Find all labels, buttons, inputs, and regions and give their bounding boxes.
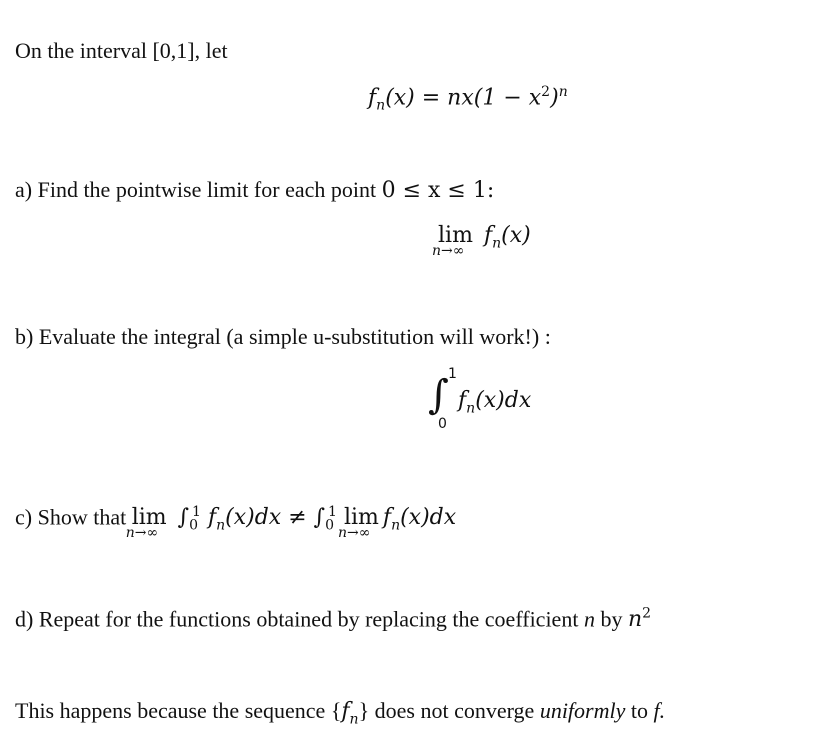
intro-text: On the interval [0,1], let [15,38,228,63]
integral-sign: ∫ [428,372,449,418]
closing-text-1: This happens because the sequence { [15,698,342,723]
integral-sign-2: ∫ [313,505,326,531]
coefficient-n: n [583,606,595,632]
part-a-limit-expression [432,223,531,259]
part-c-question [15,504,457,542]
closing-statement [15,698,665,727]
by-word: by [600,606,623,632]
part-c-expression: lim n→∞ $\int_0^1$ $f_n(x)dx \ne \int_0^1$ lim n→∞ $f_n(x)dx$ [125,504,457,542]
n-exponent: n [558,84,568,100]
closing-text-2: } does not converge [358,698,535,723]
part-b-question: b) Evaluate the integral (a simple u-substitution will work!) : [15,324,551,349]
to-word: to [630,698,648,723]
n-squared: $n^2$ [627,606,652,633]
n-subscript: n [376,97,386,114]
integral-sign: ∫ [177,505,190,531]
lim-subscript: n→∞ [125,525,159,542]
f-symbol: f [483,223,493,248]
part-d-question [15,606,651,632]
part-d-text: d) Repeat for the functions obtained by replacing the coefficient [15,606,579,632]
lim-subscript: n→∞ [432,243,465,259]
fn-definition [368,84,568,114]
lower-limit: 0 [438,416,447,432]
lim-operator: lim n→∞ [125,505,167,542]
lim-operator-2: lim n→∞ [337,505,379,542]
upper-limit: 1 [448,366,457,382]
integrand: $f_n(x)dx$ [458,388,532,417]
f-symbol: f [368,85,377,111]
formula-body: (x) = nx(1 − x [385,85,542,111]
n-subscript: n [492,235,502,252]
square-exponent: 2 [541,84,551,100]
uniformly-word: uniformly [539,698,626,723]
fn-sequence: $f_n$ [341,699,359,728]
not-equal-sign: ≠ [288,505,307,531]
argument: (x) [501,223,531,248]
lim-operator: lim n→∞ [432,223,473,259]
close-paren: ) [550,85,559,111]
lower-limit: 0 [189,517,199,534]
part-a-condition: 0 ≤ x ≤ 1: [381,178,495,203]
part-a-question [15,177,494,203]
limit-function-f: f. [653,698,666,723]
upper-limit: 1 [192,504,201,520]
part-a-text: a) Find the pointwise limit for each point [15,177,377,202]
part-c-text: c) Show that [15,504,127,530]
